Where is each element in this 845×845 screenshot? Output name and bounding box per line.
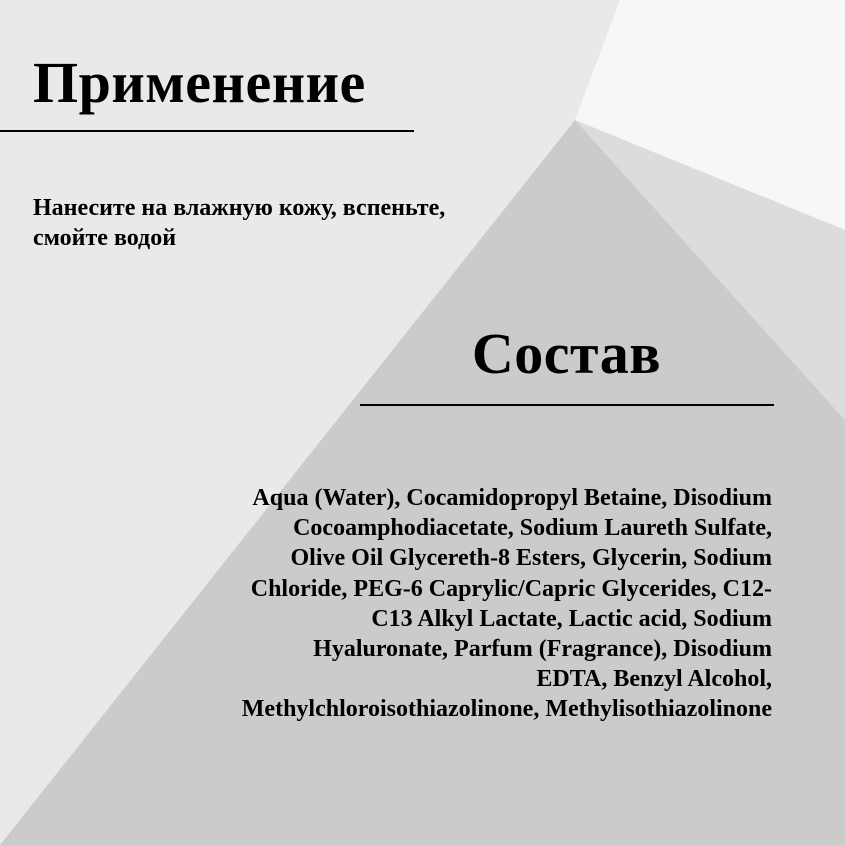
usage-divider [0,130,414,132]
composition-divider [360,404,774,406]
composition-ingredients: Aqua (Water), Cocamidopropyl Betaine, Disodium Cocoamphodiacetate, Sodium Laureth Sulfate, Olive Oil Glycereth-8 Esters, Glycerin, Sodium Chloride, PEG-6 Caprylic/Capric Glycerides, C12-C13 Alkyl Lactate, Lactic acid, Sodium Hyaluronate, Parfum (Fragrance), Disodium EDTA, Benzyl Alcohol, Methylchloroisothiazolinone, Methylisothiazolinone [241,485,772,723]
composition-title: Состав [471,321,662,386]
usage-instructions: Нанесите на влажную кожу, вспеньте, смойте водой [33,195,446,251]
usage-title: Применение [33,50,366,115]
